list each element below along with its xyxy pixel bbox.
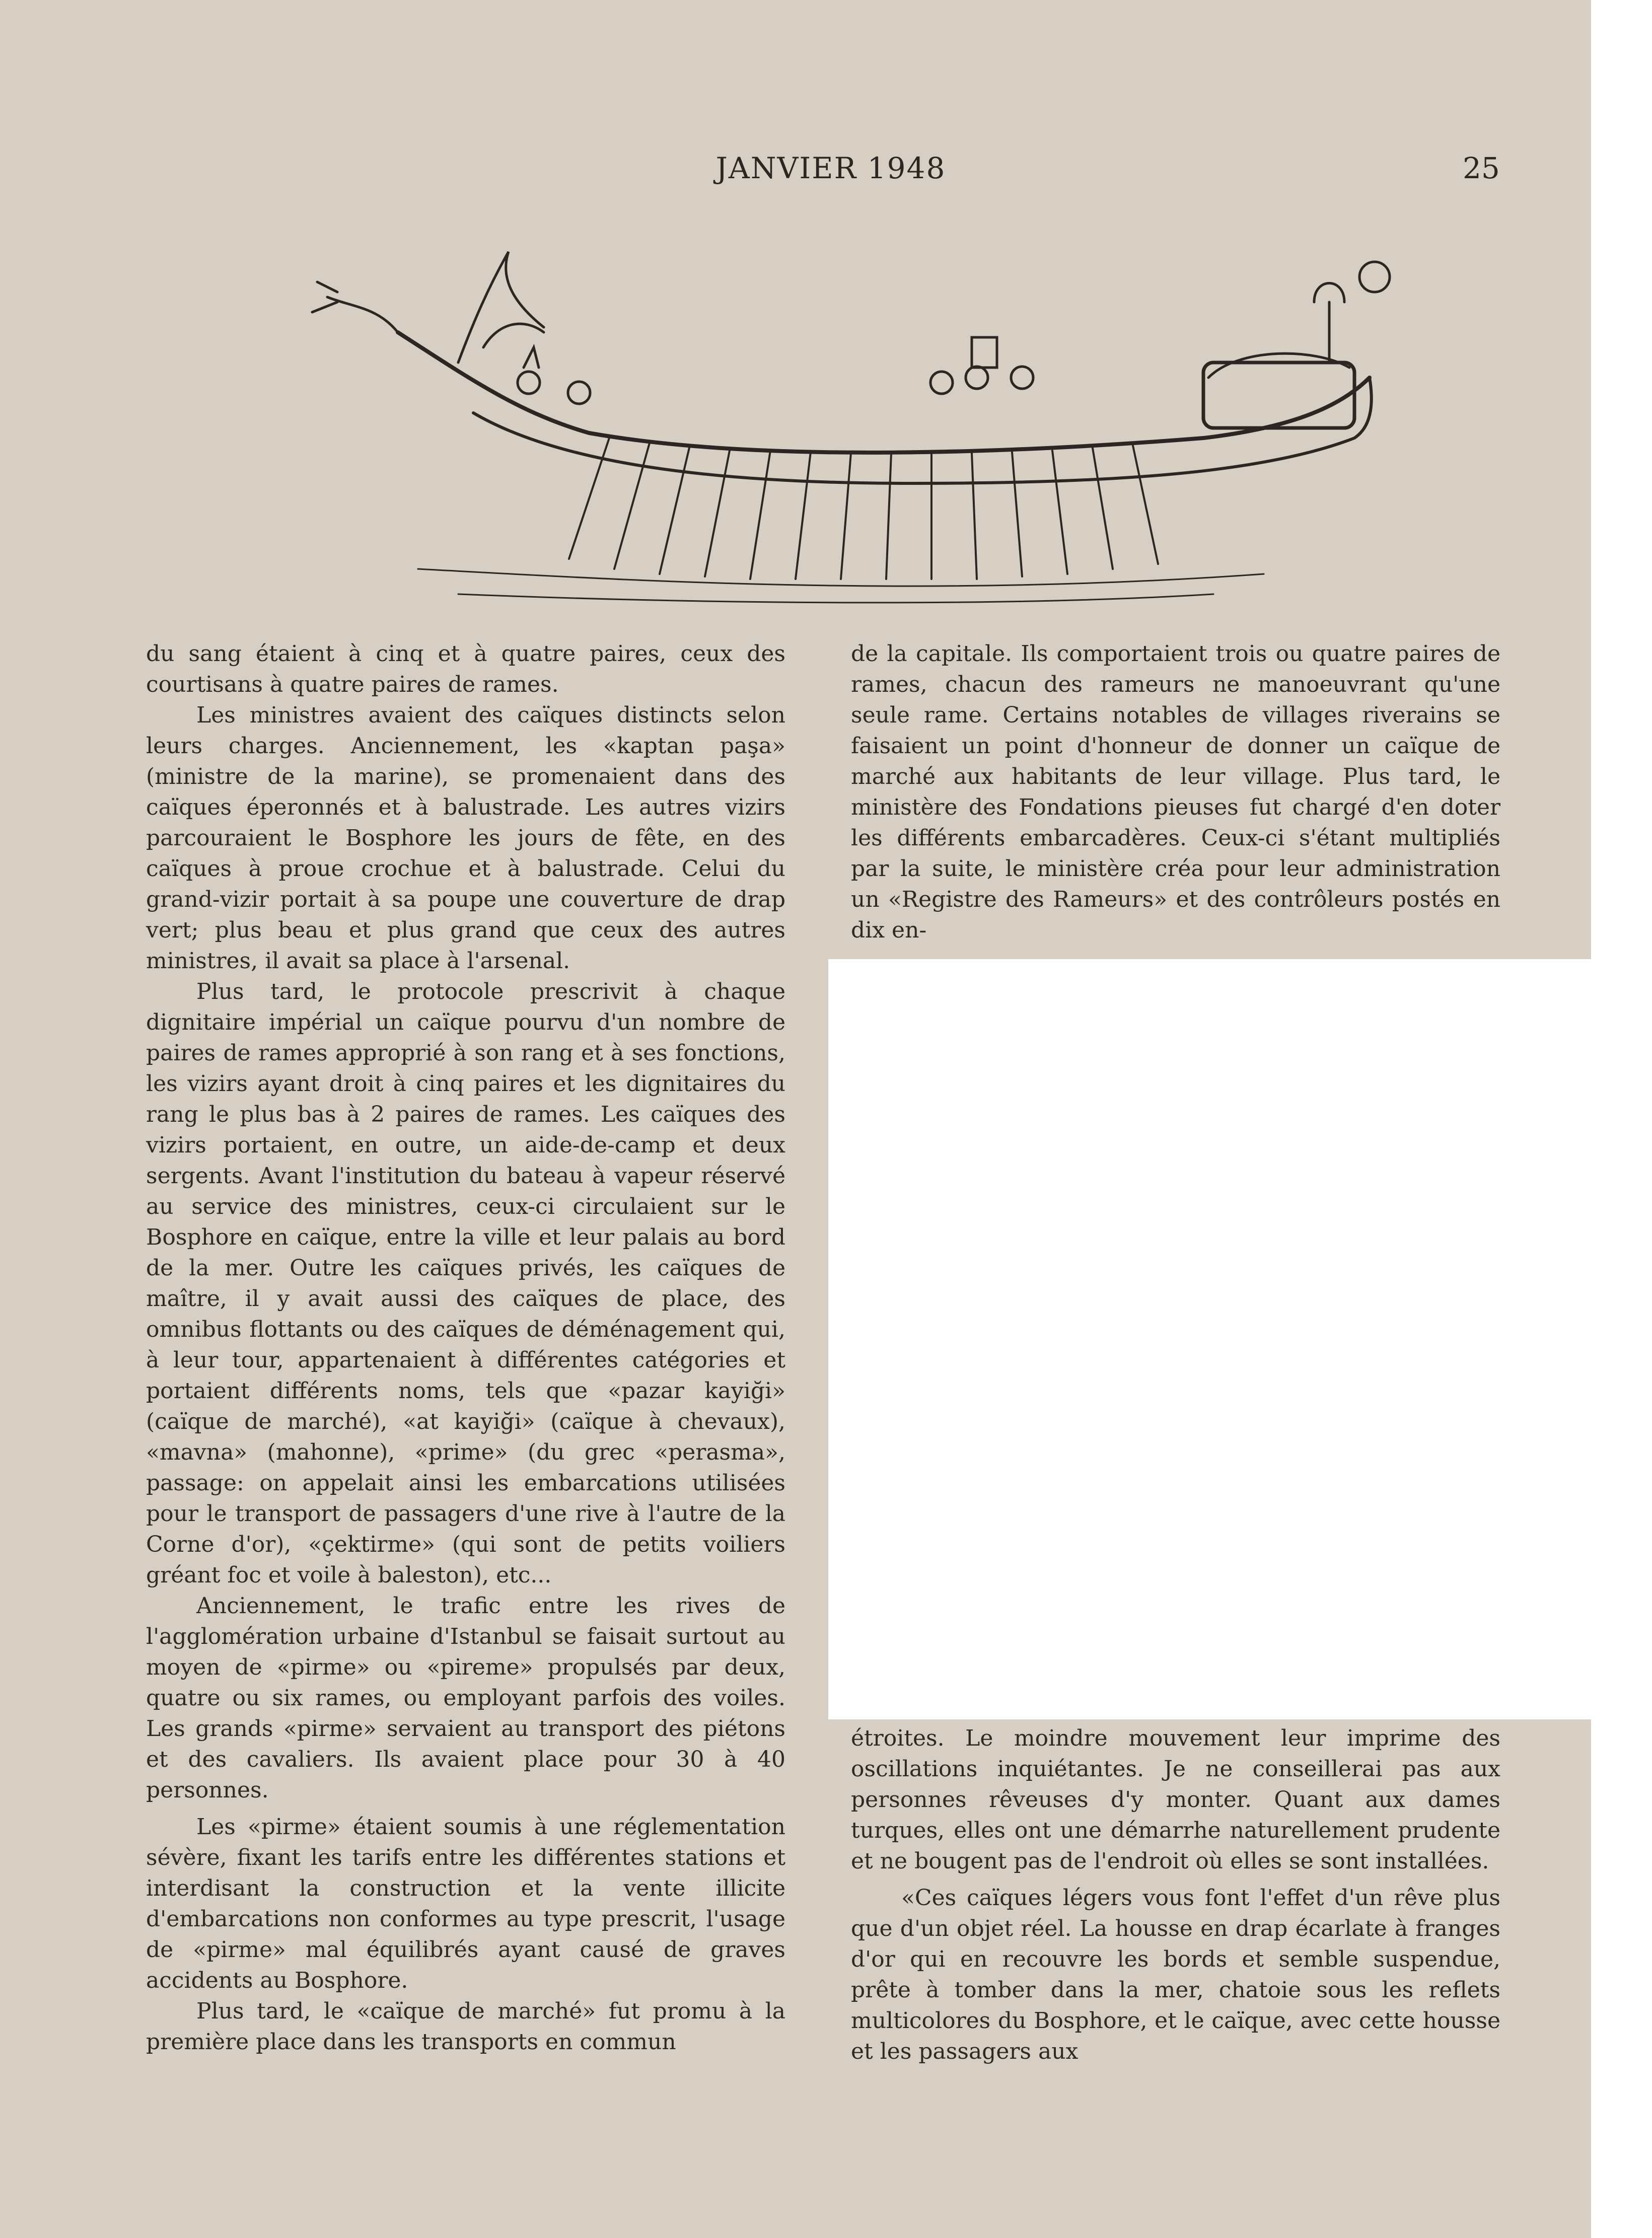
paragraph: du sang étaient à cinq et à quatre paires, ceux des courtisans à quatre paires de rames. [146,641,785,697]
paragraph: Les «pirme» étaient soumis à une réglementation sévère, fixant les tarifs entre les différentes stations et interdisant la construction et la vente illicite d'embarcations non conformes au type prescrit, l'usage de «pirme» mal équilibrés ayant causé de graves accidents au Bosphore. [146,1814,785,1993]
paragraph: «Ces caïques légers vous font l'effet d'un rêve plus que d'un objet réel. La housse en drap écarlate à franges d'or qui en recouvre les bords et semble suspendue, prête à tomber dans la mer, chatoie sous les reflets multicolores du Bosphore, et le caïque, avec cette housse et les passagers aux [851,1885,1500,2064]
right-column-top [851,638,1500,946]
cut-out-blank-area [828,959,1652,1719]
paragraph: étroites. Le moindre mouvement leur imprime des oscillations inquiétantes. Je ne conseillerai pas aux personnes rêveuses d'y monter. Quant aux dames turques, elles ont une démarrhe naturellement prudente et ne bougent pas de l'endroit où elles se sont installées. [851,1725,1500,1874]
paragraph: Anciennement, le trafic entre les rives de l'agglomération urbaine d'Istanbul se faisait surtout au moyen de «pirme» ou «pireme» propulsés par deux, quatre ou six rames, ou employant parfois des voiles. Les grands «pirme» servaient au transport des piétons et des cavaliers. Ils avaient place pour 30 à 40 personnes. [146,1593,785,1803]
paragraph: Plus tard, le «caïque de marché» fut promu à la première place dans les transports en commun [146,1998,785,2055]
page-number: 25 [1463,151,1500,185]
right-column-bottom [851,1723,1500,2067]
cut-right-edge [1591,0,1652,2238]
ottoman-caique-engraving-icon [307,247,1516,609]
paragraph: Les ministres avaient des caïques distincts selon leurs charges. Anciennement, les «kaptan paşa» (ministre de la marine), se promenaient dans des caïques éperonnés et à balustrade. Les autres vizirs parcouraient le Bosphore les jours de fête, en des caïques à proue crochue et à balustrade. Celui du grand-vizir portait à sa poupe une couverture de drap vert; plus beau et plus grand que ceux des autres ministres, il avait sa place à l'arsenal. [146,702,785,974]
paragraph: Plus tard, le protocole prescrivit à chaque dignitaire impérial un caïque pourvu d'un nombre de paires de rames approprié à son rang et à ses fonctions, les vizirs ayant droit à cinq paires et les dignitaires du rang le plus bas à 2 paires de rames. Les caïques des vizirs portaient, en outre, un aide-de-camp et deux sergents. Avant l'institution du bateau à vapeur réservé au service des ministres, ceux-ci circulaient sur le Bosphore en caïque, entre la ville et leur palais au bord de la mer. Outre les caïques privés, les caïques de maître, il y avait aussi des caïques de place, des omnibus flottants ou des caïques de déménagement qui, à leur tour, appartenaient à différentes catégories et portaient différents noms, tels que «pazar kayiği» (caïque de marché), «at kayiği» (caïque à chevaux), «mavna» (mahonne), «prime» (du grec «perasma», passage: on appelait ainsi les embarcations utilisées pour le transport de passagers d'une rive à l'autre de la Corne d'or), «çektirme» (qui sont de petits voiliers gréant foc et voile à baleston), etc... [146,979,785,1588]
paragraph: de la capitale. Ils comportaient trois ou quatre paires de rames, chacun des rameurs ne manoeuvrant qu'une seule rame. Certains notables de villages riverains se faisaient un point d'honneur de donner un caïque de marché aux habitants de leur village. Plus tard, le ministère des Fondations pieuses fut chargé d'en doter les différents embarcadères. Ceux-ci s'étant multipliés par la suite, le ministère créa pour leur administration un «Registre des Rameurs» et des contrôleurs postés en dix en- [851,641,1500,943]
page-header-date: JANVIER 1948 [715,151,946,185]
left-column [146,638,785,2057]
